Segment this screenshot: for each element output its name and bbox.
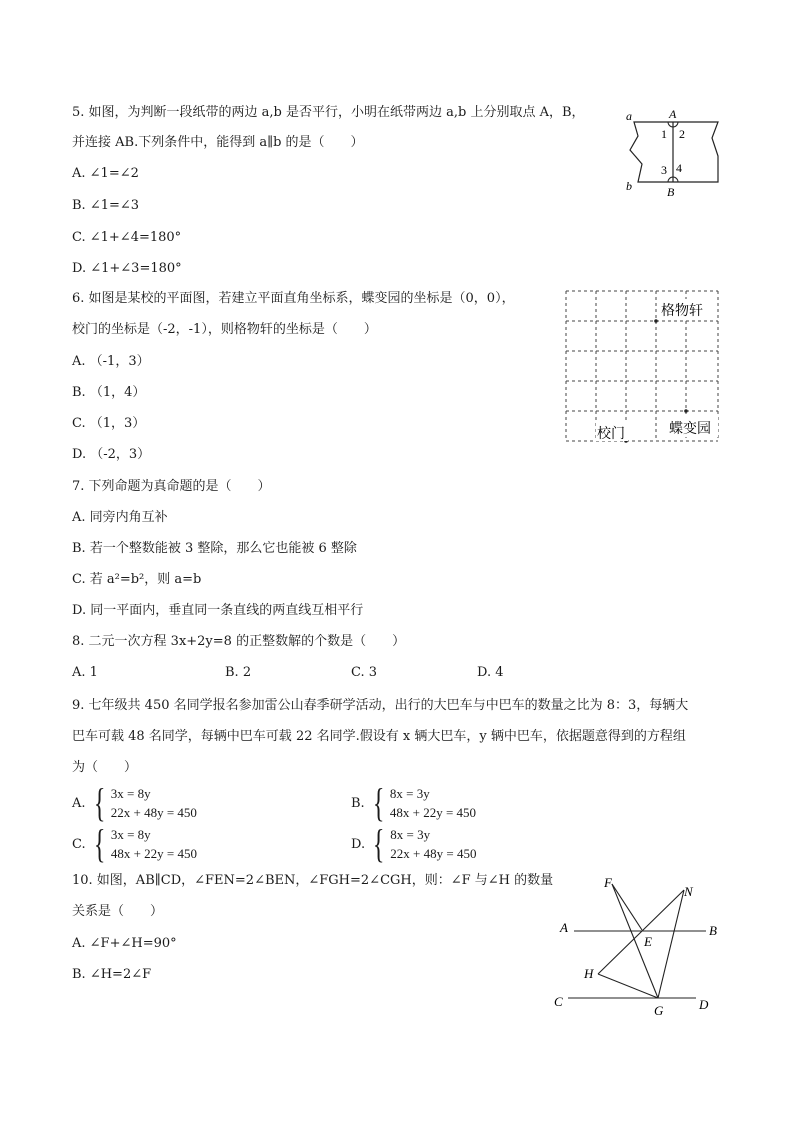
equation-2: 22x + 48y = 450 xyxy=(110,805,197,820)
label-gewu: 格物轩 xyxy=(661,304,703,319)
label-2: 2 xyxy=(679,127,685,141)
label-H: H xyxy=(584,966,594,981)
equation-2: 48x + 22y = 450 xyxy=(110,846,197,861)
equation-1: 8x = 3y xyxy=(389,786,430,801)
q8-option-b: B. 2 xyxy=(225,665,252,680)
q6-school-grid-figure xyxy=(564,289,722,447)
q5-option-b: B. ∠1=∠3 xyxy=(72,198,140,213)
equation-2: 48x + 22y = 450 xyxy=(389,805,477,820)
q10-option-a: A. ∠F+∠H=90° xyxy=(72,936,177,951)
label-G: G xyxy=(654,1003,664,1018)
q5-option-d: D. ∠1+∠3=180° xyxy=(72,261,182,276)
label-E: E xyxy=(644,934,652,949)
equation-1: 8x = 3y xyxy=(390,827,431,842)
q6-option-d: D. （-2，3） xyxy=(72,447,151,462)
q8-option-c: C. 3 xyxy=(351,665,378,680)
q9-stem-line3: 为（ ） xyxy=(72,760,138,775)
q7-option-a: A. 同旁内角互补 xyxy=(72,510,168,525)
q5-option-c: C. ∠1+∠4=180° xyxy=(72,230,182,245)
q8-stem: 8. 二元一次方程 3x+2y=8 的正整数解的个数是（ ） xyxy=(72,634,406,649)
label-diebian: 蝶变园 xyxy=(669,422,711,437)
q6-option-a: A. （-1，3） xyxy=(72,354,150,369)
equation-pair xyxy=(111,825,197,863)
label-A: A xyxy=(560,920,568,935)
q8-option-d: D. 4 xyxy=(477,665,504,680)
label-gate: 校门 xyxy=(597,427,625,442)
label-3: 3 xyxy=(661,163,667,177)
q9-stem-line2: 巴车可载 48 名同学，每辆中巴车可载 22 名同学.假设有 x 辆大巴车，y 辆中巴车，依据题意得到的方程组 xyxy=(72,729,686,744)
label-a: a xyxy=(626,109,632,123)
q9-option-d xyxy=(351,821,477,866)
line-gn xyxy=(658,890,684,998)
equation-pair xyxy=(390,825,476,863)
q5-stem-line2: 并连接 AB.下列条件中，能得到 a∥b 的是（ ） xyxy=(72,135,364,150)
label-D: D xyxy=(699,997,709,1012)
label-1: 1 xyxy=(661,127,667,141)
q5-option-a: A. ∠1=∠2 xyxy=(72,166,139,181)
equation-2: 22x + 48y = 450 xyxy=(390,846,477,861)
label-B: B xyxy=(709,923,717,938)
line-hn xyxy=(598,890,684,974)
label-N: N xyxy=(684,884,693,899)
equation-1: 3x = 8y xyxy=(110,827,151,842)
point-diebian xyxy=(684,409,688,413)
point-gewu xyxy=(654,319,658,323)
equation-pair xyxy=(390,784,476,822)
q9-stem-line1: 9. 七年级共 450 名同学报名参加雷公山春季研学活动，出行的大巴车与中巴车的数量之比为 8：3，每辆大 xyxy=(72,698,689,713)
option-label: A. xyxy=(72,795,86,811)
q6-stem-line1: 6. 如图是某校的平面图，若建立平面直角坐标系，蝶变园的坐标是（0，0）， xyxy=(72,291,515,306)
label-b: b xyxy=(626,179,632,193)
q6-option-c: C. （1，3） xyxy=(72,416,146,431)
label-C: C xyxy=(554,994,563,1009)
q7-option-c: C. 若 a²=b²，则 a=b xyxy=(72,572,202,587)
q6-option-b: B. （1，4） xyxy=(72,385,146,400)
q9-option-b xyxy=(351,780,477,825)
option-label: B. xyxy=(351,795,365,811)
label-F: F xyxy=(604,875,612,890)
strip-outline xyxy=(630,122,718,182)
q7-stem: 7. 下列命题为真命题的是（ ） xyxy=(72,479,271,494)
q5-paper-strip-figure xyxy=(618,104,728,200)
q7-option-b: B. 若一个整数能被 3 整除，那么它也能被 6 整除 xyxy=(72,541,357,556)
option-label: C. xyxy=(72,836,86,852)
line-hg xyxy=(598,974,658,998)
q10-stem-line2: 关系是（ ） xyxy=(72,904,164,919)
brace-glyph: { xyxy=(93,821,105,866)
equation-1: 3x = 8y xyxy=(110,786,151,801)
q5-stem-line1: 5. 如图，为判断一段纸带的两边 a,b 是否平行，小明在纸带两边 a,b 上分别取点 A，B， xyxy=(72,105,585,120)
line-fe xyxy=(612,884,642,930)
equation-pair xyxy=(111,784,197,822)
option-label: D. xyxy=(351,836,366,852)
q7-option-d: D. 同一平面内，垂直同一条直线的两直线互相平行 xyxy=(72,603,364,618)
brace-glyph: { xyxy=(372,780,385,825)
label-4: 4 xyxy=(676,161,682,175)
q9-option-c xyxy=(72,821,197,866)
q10-option-b: B. ∠H=2∠F xyxy=(72,967,152,982)
q10-stem-line1: 10. 如图，AB∥CD，∠FEN=2∠BEN，∠FGH=2∠CGH，则：∠F 与∠H 的数量 xyxy=(72,873,554,888)
q10-parallel-lines-figure xyxy=(546,868,736,1020)
label-B: B xyxy=(667,185,675,199)
brace-glyph: { xyxy=(93,780,105,825)
label-A: A xyxy=(669,107,677,121)
brace-glyph: { xyxy=(372,821,385,866)
q6-stem-line2: 校门的坐标是（-2，-1），则格物轩的坐标是（ ） xyxy=(72,322,377,337)
q9-option-a xyxy=(72,780,197,825)
q8-option-a: A. 1 xyxy=(72,665,98,680)
